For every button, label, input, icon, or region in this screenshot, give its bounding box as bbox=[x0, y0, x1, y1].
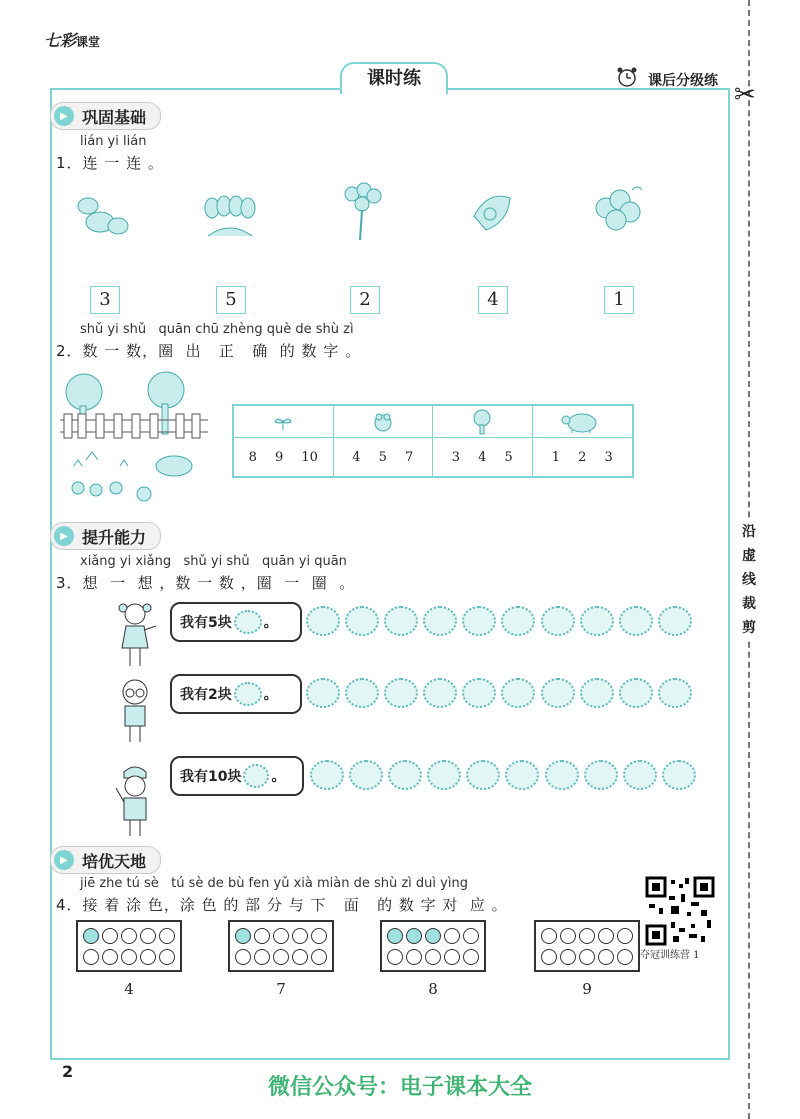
cut-char: 剪 bbox=[742, 620, 756, 636]
number-box: 1 bbox=[604, 286, 634, 314]
cookie-icon[interactable] bbox=[466, 760, 500, 790]
brand-logo bbox=[44, 28, 100, 51]
cookie-icon[interactable] bbox=[388, 760, 422, 790]
frame-circle[interactable] bbox=[102, 949, 118, 965]
frame-circle[interactable] bbox=[292, 928, 308, 944]
cookie-icon[interactable] bbox=[423, 678, 457, 708]
cookie-icon[interactable] bbox=[310, 760, 344, 790]
frame-circle[interactable] bbox=[121, 928, 137, 944]
cookie-row bbox=[306, 606, 692, 640]
frame-circle[interactable] bbox=[617, 949, 633, 965]
speech-text: 我有5块 bbox=[180, 615, 232, 631]
cookie-icon[interactable] bbox=[580, 678, 614, 708]
speech-text: 我有10块 bbox=[180, 769, 242, 785]
cookie-icon[interactable] bbox=[384, 678, 418, 708]
frame-circle[interactable] bbox=[444, 928, 460, 944]
speech-bubble bbox=[170, 674, 302, 714]
frog-icon bbox=[372, 411, 394, 433]
turtle-icon bbox=[560, 410, 604, 434]
frame-circle[interactable] bbox=[598, 928, 614, 944]
cookie-icon[interactable] bbox=[658, 606, 692, 636]
frame-circle[interactable] bbox=[387, 949, 403, 965]
ten-frame bbox=[228, 920, 334, 972]
frame-circle[interactable] bbox=[579, 949, 595, 965]
cookie-icon[interactable] bbox=[619, 606, 653, 636]
cookie-icon[interactable] bbox=[545, 760, 579, 790]
q3-text: 3．想 一 想 ，数 一 数 ，圈 一 圈 。 bbox=[56, 574, 356, 592]
boy-with-glasses-character bbox=[110, 676, 160, 746]
section-header-basic bbox=[50, 102, 161, 130]
qr-caption: 夺冠训练营 1 bbox=[640, 950, 700, 961]
cookie-icon[interactable] bbox=[584, 760, 618, 790]
cut-instruction bbox=[738, 520, 760, 640]
tulips-icon bbox=[202, 192, 258, 242]
cookie-icon[interactable] bbox=[619, 678, 653, 708]
number-options: 8 9 10 bbox=[234, 438, 334, 476]
cut-char: 裁 bbox=[742, 596, 756, 612]
q1-pinyin: lián yi lián bbox=[80, 134, 147, 149]
cookie-icon[interactable] bbox=[623, 760, 657, 790]
table-cell bbox=[334, 406, 434, 438]
section-header-improve bbox=[50, 522, 161, 550]
page-number: 2 bbox=[62, 1062, 74, 1081]
footer-watermark: 微信公众号：电子课本大全 bbox=[267, 1075, 532, 1100]
cookie-icon[interactable] bbox=[501, 606, 535, 636]
cookie-icon[interactable] bbox=[541, 678, 575, 708]
frame-circle[interactable] bbox=[140, 928, 156, 944]
cookie-icon[interactable] bbox=[345, 678, 379, 708]
number-box: 5 bbox=[216, 286, 246, 314]
cookie-icon[interactable] bbox=[384, 606, 418, 636]
cookie-icon[interactable] bbox=[541, 606, 575, 636]
cookie-icon[interactable] bbox=[306, 606, 340, 636]
frame-circle[interactable] bbox=[463, 928, 479, 944]
speech-bubble bbox=[170, 756, 304, 796]
table-cell bbox=[433, 406, 533, 438]
cut-char: 沿 bbox=[742, 524, 756, 540]
cut-char: 线 bbox=[742, 572, 756, 588]
frame-circle[interactable] bbox=[560, 949, 576, 965]
cookie-icon[interactable] bbox=[427, 760, 461, 790]
number-box: 3 bbox=[90, 286, 120, 314]
frame-circle[interactable] bbox=[292, 949, 308, 965]
frame-circle[interactable] bbox=[235, 928, 251, 944]
frame-circle[interactable] bbox=[598, 949, 614, 965]
number-options: 4 5 7 bbox=[334, 438, 434, 476]
frame-circle[interactable] bbox=[159, 949, 175, 965]
frame-circle[interactable] bbox=[444, 949, 460, 965]
section-title: 巩固基础 bbox=[82, 107, 147, 127]
number-box: 2 bbox=[350, 286, 380, 314]
frame-number-label: 7 bbox=[276, 980, 286, 998]
play-icon: ▶ bbox=[54, 526, 74, 546]
section-title: 培优天地 bbox=[82, 851, 147, 871]
q1-text: 1．连 一 连 。 bbox=[56, 154, 164, 172]
section-header-advanced bbox=[50, 846, 161, 874]
frame-circle[interactable] bbox=[273, 949, 289, 965]
sprout-icon bbox=[273, 412, 293, 432]
play-icon: ▶ bbox=[54, 106, 74, 126]
q4-pinyin: jiē zhe tú sè tú sè de bù fen yǔ xià miàn de shù zì duì yìng bbox=[80, 876, 468, 891]
frame-circle[interactable] bbox=[83, 949, 99, 965]
leaf-icon bbox=[468, 186, 516, 238]
cookie-icon[interactable] bbox=[505, 760, 539, 790]
qr-code-icon bbox=[645, 876, 715, 946]
chef-boy-character bbox=[110, 762, 160, 838]
number-options: 3 4 5 bbox=[433, 438, 533, 476]
frame-circle[interactable] bbox=[273, 928, 289, 944]
frame-circle[interactable] bbox=[617, 928, 633, 944]
frame-circle[interactable] bbox=[406, 928, 422, 944]
cookie-icon[interactable] bbox=[662, 760, 696, 790]
cookie-icon[interactable] bbox=[462, 606, 496, 636]
frame-circle[interactable] bbox=[235, 949, 251, 965]
logo-main: 七彩 bbox=[44, 31, 77, 50]
number-box: 4 bbox=[478, 286, 508, 314]
cut-char: 虚 bbox=[742, 548, 756, 564]
cookie-icon[interactable] bbox=[658, 678, 692, 708]
counting-table bbox=[232, 404, 634, 478]
page-subtitle: 课后分级练 bbox=[648, 73, 718, 89]
garden-scene-illustration bbox=[56, 370, 212, 508]
play-icon: ▶ bbox=[54, 850, 74, 870]
frame-circle[interactable] bbox=[311, 928, 327, 944]
q3-pinyin: xiǎng yi xiǎng shǔ yi shǔ quān yi quān bbox=[80, 554, 347, 569]
number-options: 1 2 3 bbox=[551, 449, 613, 465]
cookie-icon bbox=[243, 764, 269, 788]
frame-circle[interactable] bbox=[425, 928, 441, 944]
q2-text: 2．数 一 数，圈 出 正 确 的 数 字 。 bbox=[56, 342, 362, 360]
birds-icon bbox=[70, 192, 132, 242]
cookie-row bbox=[306, 678, 692, 712]
frame-circle[interactable] bbox=[102, 928, 118, 944]
scissors-icon: ✂ bbox=[734, 80, 756, 110]
q2-pinyin: shǔ yi shǔ quān chū zhèng què de shù zì bbox=[80, 322, 354, 337]
frame-circle[interactable] bbox=[463, 949, 479, 965]
frame-number-label: 4 bbox=[124, 980, 134, 998]
frame-circle[interactable] bbox=[254, 949, 270, 965]
frame-circle[interactable] bbox=[140, 949, 156, 965]
cookie-icon bbox=[234, 610, 262, 634]
frame-circle[interactable] bbox=[541, 949, 557, 965]
frame-circle[interactable] bbox=[541, 928, 557, 944]
cookie-icon[interactable] bbox=[501, 678, 535, 708]
balloons-icon bbox=[588, 180, 648, 244]
cookie-icon[interactable] bbox=[349, 760, 383, 790]
speech-text: 我有2块 bbox=[180, 687, 232, 703]
alarm-clock-icon bbox=[616, 66, 638, 88]
cookie-icon bbox=[234, 682, 262, 706]
tree-icon bbox=[472, 409, 492, 435]
frame-circle[interactable] bbox=[121, 949, 137, 965]
cookie-icon[interactable] bbox=[423, 606, 457, 636]
page-title: 课时练 bbox=[340, 62, 448, 94]
cookie-icon[interactable] bbox=[306, 678, 340, 708]
frame-circle[interactable] bbox=[159, 928, 175, 944]
cookie-row bbox=[310, 760, 696, 794]
frame-circle[interactable] bbox=[311, 949, 327, 965]
frame-circle[interactable] bbox=[579, 928, 595, 944]
speech-bubble bbox=[170, 602, 302, 642]
table-cell bbox=[533, 406, 633, 438]
flower-bunch-icon bbox=[338, 182, 386, 244]
frame-circle[interactable] bbox=[425, 949, 441, 965]
frame-circle[interactable] bbox=[83, 928, 99, 944]
table-cell bbox=[234, 406, 334, 438]
cookie-icon[interactable] bbox=[345, 606, 379, 636]
cookie-icon[interactable] bbox=[580, 606, 614, 636]
speech-end: 。 bbox=[263, 615, 278, 631]
frame-circle[interactable] bbox=[387, 928, 403, 944]
speech-end: 。 bbox=[263, 687, 278, 703]
frame-circle[interactable] bbox=[560, 928, 576, 944]
frame-circle[interactable] bbox=[406, 949, 422, 965]
cookie-icon[interactable] bbox=[462, 678, 496, 708]
ten-frame bbox=[380, 920, 486, 972]
section-title: 提升能力 bbox=[82, 527, 147, 547]
girl-character bbox=[110, 600, 160, 670]
q4-text: 4．接 着 涂 色，涂 色 的 部 分 与 下 面 的 数 字 对 应 。 bbox=[56, 896, 508, 914]
frame-number-label: 9 bbox=[582, 980, 592, 998]
speech-end: 。 bbox=[271, 769, 286, 785]
ten-frame bbox=[76, 920, 182, 972]
frame-number-label: 8 bbox=[428, 980, 438, 998]
frame-circle[interactable] bbox=[254, 928, 270, 944]
logo-sub: 课堂 bbox=[76, 35, 101, 49]
ten-frame bbox=[534, 920, 640, 972]
